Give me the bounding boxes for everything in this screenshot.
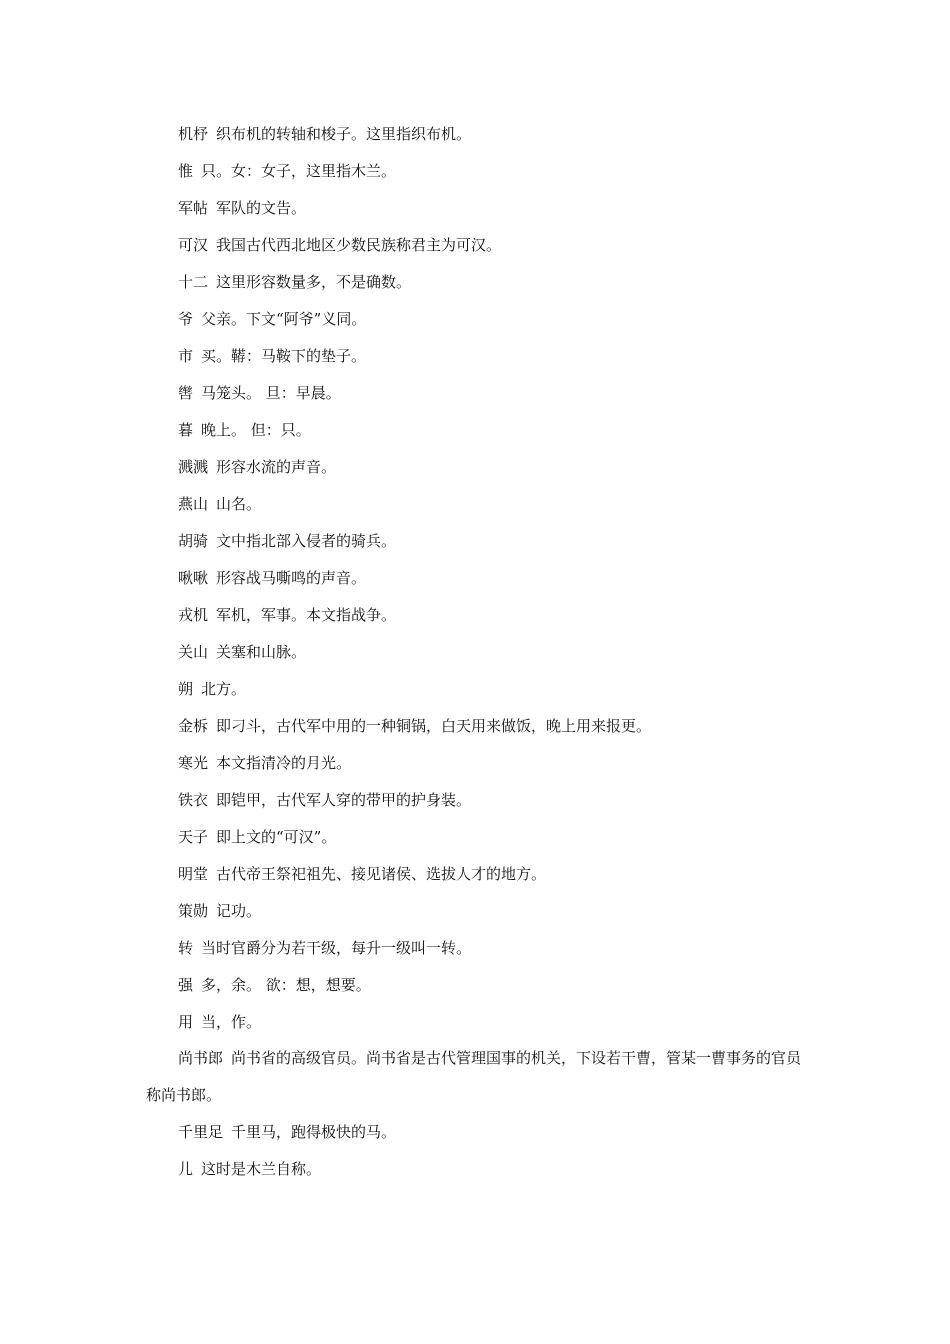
note-term: 暮 bbox=[178, 421, 194, 439]
note-definition: 军队的文告。 bbox=[216, 199, 307, 217]
note-definition: 即铠甲，古代军人穿的带甲的护身装。 bbox=[216, 791, 472, 809]
note-definition: 文中指北部入侵者的骑兵。 bbox=[216, 532, 397, 550]
note-item bbox=[146, 753, 816, 773]
note-definition: 即上文的“可汉”。 bbox=[216, 828, 337, 846]
note-term: 儿 bbox=[178, 1160, 194, 1178]
note-item bbox=[146, 716, 816, 736]
note-term: 寒光 bbox=[178, 754, 209, 772]
note-item bbox=[146, 864, 816, 884]
note-item bbox=[146, 1012, 816, 1032]
note-term: 千里足 bbox=[178, 1123, 224, 1141]
note-term: 溅溅 bbox=[178, 458, 209, 476]
note-item bbox=[146, 679, 816, 699]
note-definition: 这时是木兰自称。 bbox=[201, 1160, 322, 1178]
note-item bbox=[146, 568, 816, 588]
note-definition: 千里马，跑得极快的马。 bbox=[231, 1123, 397, 1141]
note-definition: 山名。 bbox=[216, 495, 262, 513]
note-definition: 古代帝王祭祀祖先、接见诸侯、选拔人才的地方。 bbox=[216, 865, 547, 883]
note-term: 爷 bbox=[178, 310, 194, 328]
note-term: 关山 bbox=[178, 643, 209, 661]
note-item bbox=[146, 383, 816, 403]
note-definition: 父亲。下文“阿爷”义同。 bbox=[201, 310, 367, 328]
note-item bbox=[146, 1040, 816, 1114]
note-item bbox=[146, 494, 816, 514]
note-definition: 晚上。 但：只。 bbox=[201, 421, 311, 439]
note-definition: 织布机的转轴和梭子。这里指织布机。 bbox=[216, 125, 472, 143]
note-term: 尚书郎 bbox=[178, 1049, 224, 1067]
note-item bbox=[146, 309, 816, 329]
note-term: 转 bbox=[178, 939, 194, 957]
note-term: 铁衣 bbox=[178, 791, 209, 809]
note-definition: 形容水流的声音。 bbox=[216, 458, 337, 476]
note-definition: 形容战马嘶鸣的声音。 bbox=[216, 569, 367, 587]
note-term: 明堂 bbox=[178, 865, 209, 883]
note-definition: 马笼头。 旦：早晨。 bbox=[201, 384, 341, 402]
note-item bbox=[146, 272, 816, 292]
note-definition: 尚书省的高级官员。尚书省是古代管理国事的机关，下设若干曹，管某一曹事务的官员称尚书郎。 bbox=[146, 1049, 802, 1104]
note-item bbox=[146, 346, 816, 366]
note-item bbox=[146, 901, 816, 921]
note-definition: 记功。 bbox=[216, 902, 262, 920]
note-term: 军帖 bbox=[178, 199, 209, 217]
note-definition: 本文指清冷的月光。 bbox=[216, 754, 352, 772]
note-term: 十二 bbox=[178, 273, 209, 291]
note-definition: 这里形容数量多，不是确数。 bbox=[216, 273, 412, 291]
note-definition: 我国古代西北地区少数民族称君主为可汉。 bbox=[216, 236, 502, 254]
annotation-list bbox=[146, 124, 816, 1196]
note-term: 啾啾 bbox=[178, 569, 209, 587]
note-term: 用 bbox=[178, 1013, 194, 1031]
note-item bbox=[146, 457, 816, 477]
note-definition: 买。鞯：马鞍下的垫子。 bbox=[201, 347, 367, 365]
note-definition: 当，作。 bbox=[201, 1013, 262, 1031]
note-definition: 当时官爵分为若干级，每升一级叫一转。 bbox=[201, 939, 472, 957]
note-term: 天子 bbox=[178, 828, 209, 846]
note-term: 戎机 bbox=[178, 606, 209, 624]
note-term: 强 bbox=[178, 976, 194, 994]
note-term: 胡骑 bbox=[178, 532, 209, 550]
note-item bbox=[146, 975, 816, 995]
note-term: 辔 bbox=[178, 384, 194, 402]
note-item bbox=[146, 790, 816, 810]
note-term: 惟 bbox=[178, 162, 194, 180]
note-item bbox=[146, 420, 816, 440]
note-definition: 多，余。 欲：想，想要。 bbox=[201, 976, 371, 994]
note-definition: 关塞和山脉。 bbox=[216, 643, 307, 661]
note-item bbox=[146, 1122, 816, 1142]
note-term: 朔 bbox=[178, 680, 194, 698]
note-item bbox=[146, 605, 816, 625]
note-item bbox=[146, 124, 816, 144]
note-definition: 即刁斗，古代军中用的一种铜锅，白天用来做饭，晚上用来报更。 bbox=[216, 717, 652, 735]
note-item bbox=[146, 827, 816, 847]
note-item bbox=[146, 235, 816, 255]
note-term: 市 bbox=[178, 347, 194, 365]
note-item bbox=[146, 938, 816, 958]
note-term: 金柝 bbox=[178, 717, 209, 735]
note-term: 可汉 bbox=[178, 236, 209, 254]
note-item bbox=[146, 1159, 816, 1179]
note-term: 燕山 bbox=[178, 495, 209, 513]
note-item bbox=[146, 198, 816, 218]
note-item bbox=[146, 161, 816, 181]
note-definition: 只。女：女子，这里指木兰。 bbox=[201, 162, 397, 180]
note-item bbox=[146, 642, 816, 662]
note-definition: 军机，军事。本文指战争。 bbox=[216, 606, 397, 624]
note-term: 机杼 bbox=[178, 125, 209, 143]
note-term: 策勋 bbox=[178, 902, 209, 920]
note-item bbox=[146, 531, 816, 551]
note-definition: 北方。 bbox=[201, 680, 247, 698]
